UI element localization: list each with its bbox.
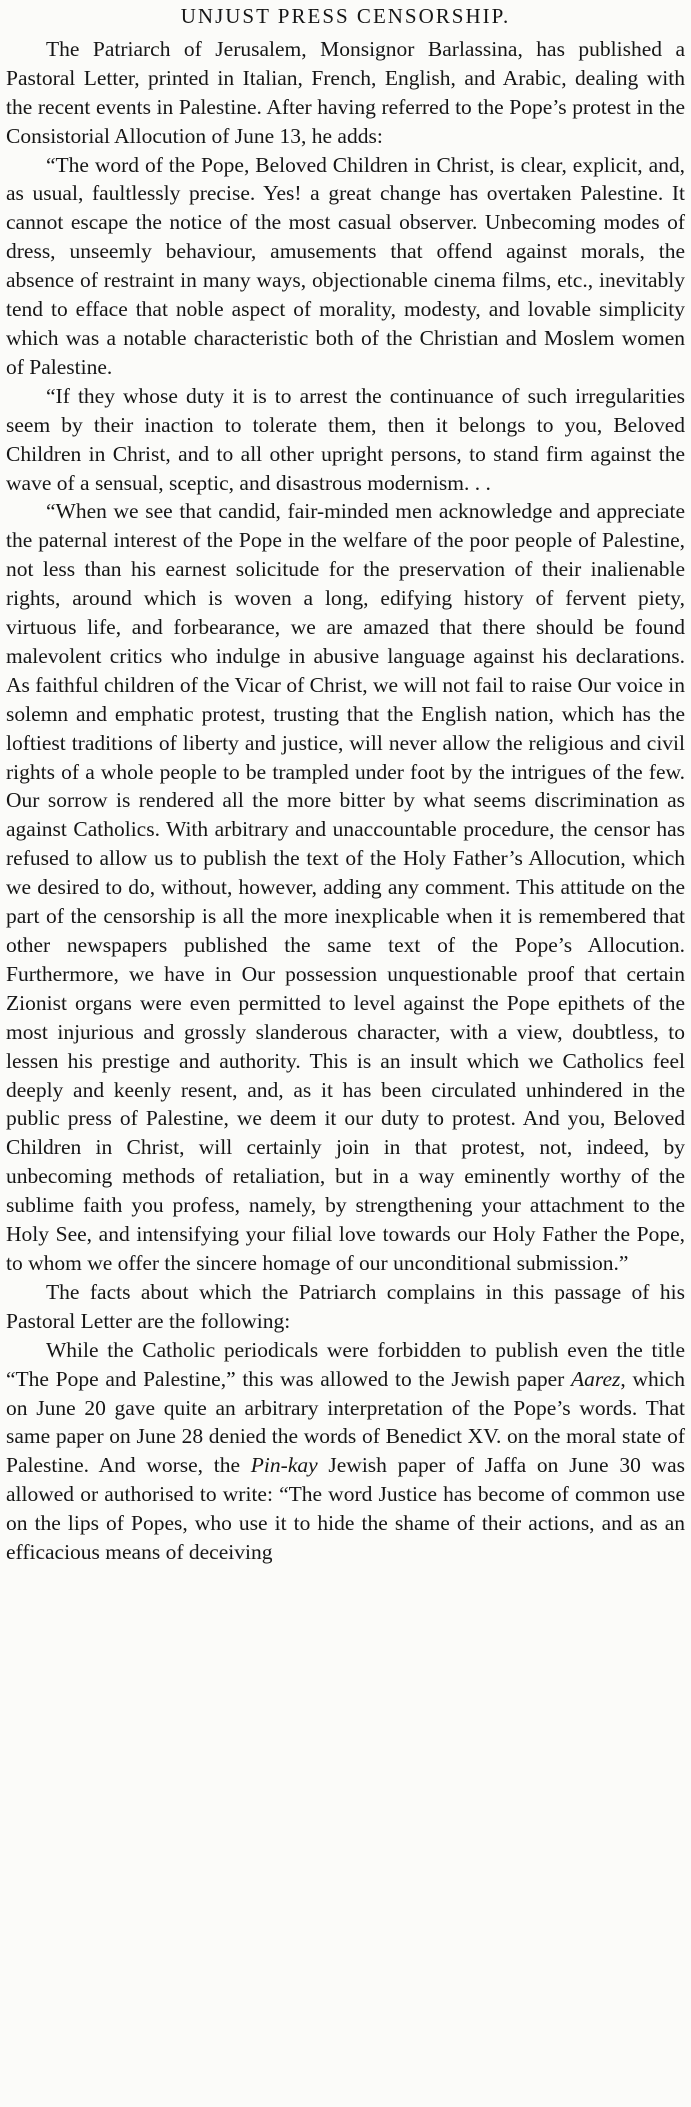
paragraph (6, 151, 685, 382)
paragraph (6, 1336, 685, 1567)
paragraph-text: The facts about which the Patriarch complains in this passage of his Pastoral Letter are the following: (6, 1279, 685, 1333)
article-body (6, 35, 685, 1567)
paragraph-text: Jewish paper of Jaffa on June 30 was allowed or authorised to write: “The word Justice has become of common use on the lips of Popes, who use it to hide the shame of their actions, and as an efficacious means of deceiving (6, 1453, 685, 1565)
paragraph-text: “When we see that candid, fair-minded men acknowledge and appreciate the paternal interest of the Pope in the welfare of the poor people of Palestine, not less than his earnest solicitude for the preservation of their inalienable rights, around which is woven a long, edifying history of fervent piety, virtuous life, and forbearance, we are amazed that there should be found malevolent critics who indulge in abusive language against his declarations. As faithful children of the Vicar of Christ, we will not fail to raise Our voice in solemn and emphatic protest, trusting that the English nation, which has the loftiest traditions of liberty and justice, will never allow the religious and civil rights of a whole people to be trampled under foot by the intrigues of the few. Our sorrow is rendered all the more bitter by what seems discrimination as against Catholics. With arbitrary and unaccountable procedure, the censor has refused to allow us to publish the text of the Holy Father’s Allocution, which we desired to do, without, however, adding any comment. This attitude on the part of the censorship is all the more inexplicable when it is remembered that other newspapers published the same text of the Pope’s Allocution. Furthermore, we have in Our possession unquestionable proof that certain Zionist organs were even permitted to level against the Pope epithets of the most injurious and grossly slanderous character, with a view, doubtless, to lessen his prestige and authority. This is an insult which we Catholics feel deeply and keenly resent, and, as it has been circulated unhindered in the public press of Palestine, we deem it our duty to protest. And you, Beloved Children in Christ, will certainly join in that protest, not, indeed, by unbecoming methods of retaliation, but in a way eminently worthy of the sublime faith you profess, namely, by strengthening your attachment to the Holy See, and intensifying your filial love towards our Holy Father the Pope, to whom we offer the sincere homage of our unconditional submission.” (6, 499, 685, 1275)
paragraph-text: “The word of the Pope, Beloved Children in Christ, is clear, explicit, and, as usual, faultlessly precise. Yes! a great change has overtaken Palestine. It cannot escape the notice of the most casual observer. Unbecoming modes of dress, unseemly behaviour, amusements that offend against morals, the absence of restraint in many ways, objectionable cinema films, etc., inevitably tend to efface that noble aspect of morality, modesty, and lovable simplicity which was a notable characteristic both of the Christian and Moslem women of Palestine. (6, 152, 685, 379)
paragraph (6, 497, 685, 1277)
paper-name-italic: Aarez (571, 1366, 621, 1391)
paragraph-text: , which on June 20 gave quite an arbitrary interpretation of the Pope’s words. That same paper on June 28 denied the words of Benedict XV. on the moral state of Palestine. And worse, the (6, 1366, 686, 1478)
paragraph-text: “If they whose duty it is to arrest the continuance of such irregularities seem by their inaction to tolerate them, then it belongs to you, Beloved Children in Christ, and to all other upright persons, to stand firm against the wave of a sensual, sceptic, and disastrous modernism. . . (6, 383, 685, 495)
paragraph-text: The Patriarch of Jerusalem, Monsignor Barlassina, has published a Pastoral Letter, printed in Italian, French, English, and Arabic, dealing with the recent events in Palestine. After having referred to the Pope’s protest in the Consistorial Allocution of June 13, he adds: (6, 36, 685, 148)
paper-name-italic: Pin-kay (250, 1453, 318, 1478)
article-title: UNJUST PRESS CENSORSHIP. (180, 4, 511, 28)
paragraph (6, 35, 685, 151)
paragraph-text: While the Catholic periodicals were forbidden to publish even the title “The Pope and Palestine,” this was allowed to the Jewish paper (6, 1337, 685, 1391)
paragraph (6, 382, 685, 498)
paragraph (6, 1278, 685, 1336)
